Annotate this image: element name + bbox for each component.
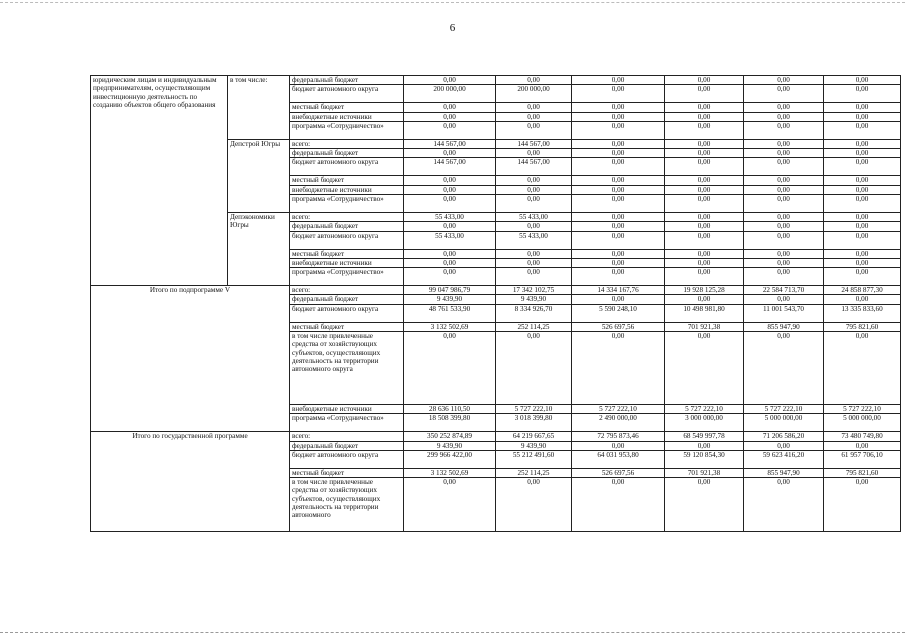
value-year: 0,00 — [496, 149, 572, 158]
value-year: 0,00 — [572, 76, 665, 85]
value-year: 0,00 — [496, 258, 572, 267]
value-year: 64 031 953,80 — [572, 450, 665, 468]
scan-top-edge — [0, 2, 905, 3]
value-total: 0,00 — [404, 112, 496, 121]
value-total: 9 439,90 — [404, 295, 496, 304]
funding-source: всего: — [290, 286, 404, 295]
value-year: 0,00 — [744, 185, 824, 194]
value-year: 0,00 — [665, 249, 744, 258]
value-year: 701 921,38 — [665, 322, 744, 331]
funding-source: программа «Сотрудничество» — [290, 414, 404, 432]
responsible-org: Депэкономики Югры — [228, 212, 290, 285]
page-number: 6 — [449, 22, 456, 34]
value-year: 0,00 — [824, 112, 901, 121]
budget-table-body — [91, 76, 901, 532]
value-year: 0,00 — [572, 478, 665, 532]
value-year: 55 212 491,60 — [496, 450, 572, 468]
value-year: 0,00 — [665, 478, 744, 532]
value-year: 5 727 222,10 — [665, 404, 744, 413]
value-year: 5 590 248,10 — [572, 304, 665, 322]
value-year: 0,00 — [665, 85, 744, 103]
value-year: 0,00 — [744, 121, 824, 139]
value-total: 0,00 — [404, 478, 496, 532]
value-year: 0,00 — [665, 176, 744, 185]
value-year: 0,00 — [665, 331, 744, 404]
value-year: 61 957 706,10 — [824, 450, 901, 468]
value-total: 48 761 533,90 — [404, 304, 496, 322]
value-year: 0,00 — [744, 76, 824, 85]
value-year: 0,00 — [824, 176, 901, 185]
value-year: 0,00 — [744, 231, 824, 249]
value-year: 0,00 — [665, 258, 744, 267]
value-year: 0,00 — [665, 149, 744, 158]
value-total: 99 047 986,79 — [404, 286, 496, 295]
budget-table — [90, 75, 901, 532]
value-year: 0,00 — [744, 249, 824, 258]
value-total: 144 567,00 — [404, 158, 496, 176]
value-year: 0,00 — [572, 121, 665, 139]
funding-source: федеральный бюджет — [290, 441, 404, 450]
value-year: 855 947,90 — [744, 468, 824, 477]
value-year: 0,00 — [665, 185, 744, 194]
funding-source: в том числе привлеченные средства от хозяйствующих субъектов, осуществляющих деятельность на территории автономного — [290, 478, 404, 532]
funding-source: бюджет автономного округа — [290, 158, 404, 176]
value-year: 0,00 — [572, 249, 665, 258]
value-year: 0,00 — [744, 478, 824, 532]
value-year: 0,00 — [665, 268, 744, 286]
value-year: 526 697,56 — [572, 322, 665, 331]
value-year: 0,00 — [744, 139, 824, 148]
value-year: 5 727 222,10 — [744, 404, 824, 413]
scan-bottom-edge — [0, 632, 905, 633]
value-year: 0,00 — [496, 121, 572, 139]
table-row — [91, 76, 901, 85]
value-year: 0,00 — [572, 158, 665, 176]
value-year: 0,00 — [824, 441, 901, 450]
value-year: 0,00 — [572, 212, 665, 221]
funding-source: внебюджетные источники — [290, 258, 404, 267]
funding-source: в том числе привлеченные средства от хозяйствующих субъектов, осуществляющих деятельность на территории автономного округа — [290, 331, 404, 404]
value-year: 200 000,00 — [496, 85, 572, 103]
value-year: 0,00 — [572, 149, 665, 158]
value-year: 0,00 — [824, 158, 901, 176]
value-year: 5 727 222,10 — [572, 404, 665, 413]
funding-source: бюджет автономного округа — [290, 304, 404, 322]
value-total: 0,00 — [404, 176, 496, 185]
funding-source: местный бюджет — [290, 103, 404, 112]
value-year: 0,00 — [665, 222, 744, 231]
value-year: 19 928 125,28 — [665, 286, 744, 295]
table-row — [91, 432, 901, 441]
value-year: 0,00 — [824, 149, 901, 158]
value-year: 0,00 — [824, 268, 901, 286]
value-year: 0,00 — [496, 112, 572, 121]
value-year: 71 206 586,20 — [744, 432, 824, 441]
value-total: 55 433,00 — [404, 212, 496, 221]
funding-source: бюджет автономного округа — [290, 85, 404, 103]
value-total: 0,00 — [404, 222, 496, 231]
value-year: 22 584 713,70 — [744, 286, 824, 295]
value-total: 0,00 — [404, 268, 496, 286]
value-year: 0,00 — [824, 85, 901, 103]
value-year: 701 921,38 — [665, 468, 744, 477]
value-year: 8 334 926,70 — [496, 304, 572, 322]
funding-source: внебюджетные источники — [290, 185, 404, 194]
value-year: 0,00 — [744, 331, 824, 404]
value-year: 72 795 873,46 — [572, 432, 665, 441]
value-year: 0,00 — [824, 185, 901, 194]
value-year: 0,00 — [496, 331, 572, 404]
funding-source: всего: — [290, 139, 404, 148]
value-year: 0,00 — [572, 258, 665, 267]
value-year: 55 433,00 — [496, 212, 572, 221]
value-year: 0,00 — [665, 194, 744, 212]
value-year: 11 001 543,70 — [744, 304, 824, 322]
value-year: 55 433,00 — [496, 231, 572, 249]
value-year: 5 000 000,00 — [744, 414, 824, 432]
value-year: 0,00 — [665, 121, 744, 139]
value-year: 2 490 000,00 — [572, 414, 665, 432]
value-year: 17 342 102,75 — [496, 286, 572, 295]
value-year: 0,00 — [665, 295, 744, 304]
value-year: 0,00 — [496, 478, 572, 532]
funding-source: программа «Сотрудничество» — [290, 268, 404, 286]
value-total: 0,00 — [404, 331, 496, 404]
value-year: 13 335 833,60 — [824, 304, 901, 322]
funding-source: бюджет автономного округа — [290, 231, 404, 249]
table-row — [91, 286, 901, 295]
value-year: 0,00 — [572, 176, 665, 185]
value-year: 0,00 — [572, 231, 665, 249]
value-year: 14 334 167,76 — [572, 286, 665, 295]
funding-source: федеральный бюджет — [290, 295, 404, 304]
measure-name: юридическим лицам и индивидуальным предпринимателям, осуществляющим инвестиционную деятельность по созданию объектов общего образования — [91, 76, 228, 286]
value-total: 0,00 — [404, 103, 496, 112]
total-title: Итого по подпрограмме V — [91, 286, 290, 432]
value-total: 0,00 — [404, 149, 496, 158]
value-year: 0,00 — [744, 158, 824, 176]
funding-source: внебюджетные источники — [290, 112, 404, 121]
value-year: 9 439,90 — [496, 441, 572, 450]
value-total: 200 000,00 — [404, 85, 496, 103]
value-year: 0,00 — [824, 139, 901, 148]
funding-source: федеральный бюджет — [290, 222, 404, 231]
value-year: 0,00 — [665, 212, 744, 221]
value-year: 0,00 — [824, 103, 901, 112]
funding-source: бюджет автономного округа — [290, 450, 404, 468]
funding-source: внебюджетные источники — [290, 404, 404, 413]
value-year: 0,00 — [572, 185, 665, 194]
value-year: 0,00 — [824, 295, 901, 304]
value-total: 3 132 502,69 — [404, 322, 496, 331]
value-year: 0,00 — [744, 441, 824, 450]
value-year: 0,00 — [824, 478, 901, 532]
value-year: 0,00 — [572, 295, 665, 304]
value-year: 0,00 — [572, 139, 665, 148]
value-total: 0,00 — [404, 194, 496, 212]
value-year: 64 219 667,65 — [496, 432, 572, 441]
value-year: 0,00 — [665, 231, 744, 249]
funding-source: местный бюджет — [290, 322, 404, 331]
value-year: 0,00 — [665, 139, 744, 148]
funding-source: местный бюджет — [290, 176, 404, 185]
value-year: 252 114,25 — [496, 468, 572, 477]
funding-source: местный бюджет — [290, 249, 404, 258]
value-year: 0,00 — [824, 331, 901, 404]
value-year: 0,00 — [824, 212, 901, 221]
value-total: 0,00 — [404, 121, 496, 139]
value-year: 3 000 000,00 — [665, 414, 744, 432]
value-year: 0,00 — [824, 194, 901, 212]
value-year: 795 821,60 — [824, 468, 901, 477]
value-year: 0,00 — [572, 268, 665, 286]
value-year: 0,00 — [665, 158, 744, 176]
value-year: 0,00 — [744, 258, 824, 267]
responsible-org: в том числе: — [228, 76, 290, 140]
value-year: 0,00 — [824, 249, 901, 258]
value-total: 18 508 399,80 — [404, 414, 496, 432]
value-total: 299 966 422,00 — [404, 450, 496, 468]
value-year: 855 947,90 — [744, 322, 824, 331]
value-year: 0,00 — [824, 76, 901, 85]
value-year: 0,00 — [744, 176, 824, 185]
value-year: 0,00 — [496, 176, 572, 185]
value-year: 0,00 — [824, 121, 901, 139]
funding-source: программа «Сотрудничество» — [290, 121, 404, 139]
value-year: 0,00 — [744, 85, 824, 103]
value-year: 0,00 — [744, 295, 824, 304]
value-year: 0,00 — [496, 76, 572, 85]
value-total: 28 636 110,50 — [404, 404, 496, 413]
value-year: 0,00 — [744, 149, 824, 158]
value-year: 59 623 416,20 — [744, 450, 824, 468]
value-year: 0,00 — [572, 103, 665, 112]
value-year: 68 549 997,78 — [665, 432, 744, 441]
value-year: 0,00 — [572, 441, 665, 450]
value-total: 144 567,00 — [404, 139, 496, 148]
value-year: 5 727 222,10 — [496, 404, 572, 413]
value-year: 5 727 222,10 — [824, 404, 901, 413]
value-year: 0,00 — [665, 103, 744, 112]
value-year: 0,00 — [744, 112, 824, 121]
funding-source: всего: — [290, 212, 404, 221]
responsible-org: Депстрой Югры — [228, 139, 290, 212]
value-year: 795 821,60 — [824, 322, 901, 331]
funding-source: всего: — [290, 432, 404, 441]
funding-source: местный бюджет — [290, 468, 404, 477]
funding-source: федеральный бюджет — [290, 76, 404, 85]
value-total: 0,00 — [404, 258, 496, 267]
value-year: 0,00 — [496, 103, 572, 112]
value-year: 9 439,90 — [496, 295, 572, 304]
value-total: 55 433,00 — [404, 231, 496, 249]
value-year: 526 697,56 — [572, 468, 665, 477]
value-total: 0,00 — [404, 249, 496, 258]
value-total: 9 439,90 — [404, 441, 496, 450]
value-year: 0,00 — [572, 331, 665, 404]
value-total: 0,00 — [404, 185, 496, 194]
funding-source: федеральный бюджет — [290, 149, 404, 158]
value-year: 0,00 — [665, 441, 744, 450]
value-year: 0,00 — [572, 222, 665, 231]
value-year: 0,00 — [824, 231, 901, 249]
total-title: Итого по государственной программе — [91, 432, 290, 532]
value-year: 10 498 981,80 — [665, 304, 744, 322]
value-total: 350 252 874,89 — [404, 432, 496, 441]
value-year: 24 858 877,30 — [824, 286, 901, 295]
funding-source: программа «Сотрудничество» — [290, 194, 404, 212]
value-year: 144 567,00 — [496, 158, 572, 176]
value-year: 73 480 749,80 — [824, 432, 901, 441]
value-year: 0,00 — [665, 76, 744, 85]
value-year: 0,00 — [496, 222, 572, 231]
value-year: 0,00 — [744, 268, 824, 286]
value-year: 3 018 399,80 — [496, 414, 572, 432]
value-total: 3 132 502,69 — [404, 468, 496, 477]
value-year: 0,00 — [824, 258, 901, 267]
value-year: 0,00 — [824, 222, 901, 231]
value-year: 0,00 — [665, 112, 744, 121]
value-year: 0,00 — [496, 185, 572, 194]
value-year: 0,00 — [744, 222, 824, 231]
value-year: 59 120 854,30 — [665, 450, 744, 468]
value-year: 0,00 — [572, 112, 665, 121]
value-year: 252 114,25 — [496, 322, 572, 331]
value-year: 0,00 — [744, 103, 824, 112]
value-total: 0,00 — [404, 76, 496, 85]
value-year: 144 567,00 — [496, 139, 572, 148]
value-year: 0,00 — [572, 194, 665, 212]
value-year: 5 000 000,00 — [824, 414, 901, 432]
value-year: 0,00 — [572, 85, 665, 103]
value-year: 0,00 — [496, 268, 572, 286]
value-year: 0,00 — [496, 194, 572, 212]
value-year: 0,00 — [744, 212, 824, 221]
value-year: 0,00 — [744, 194, 824, 212]
value-year: 0,00 — [496, 249, 572, 258]
